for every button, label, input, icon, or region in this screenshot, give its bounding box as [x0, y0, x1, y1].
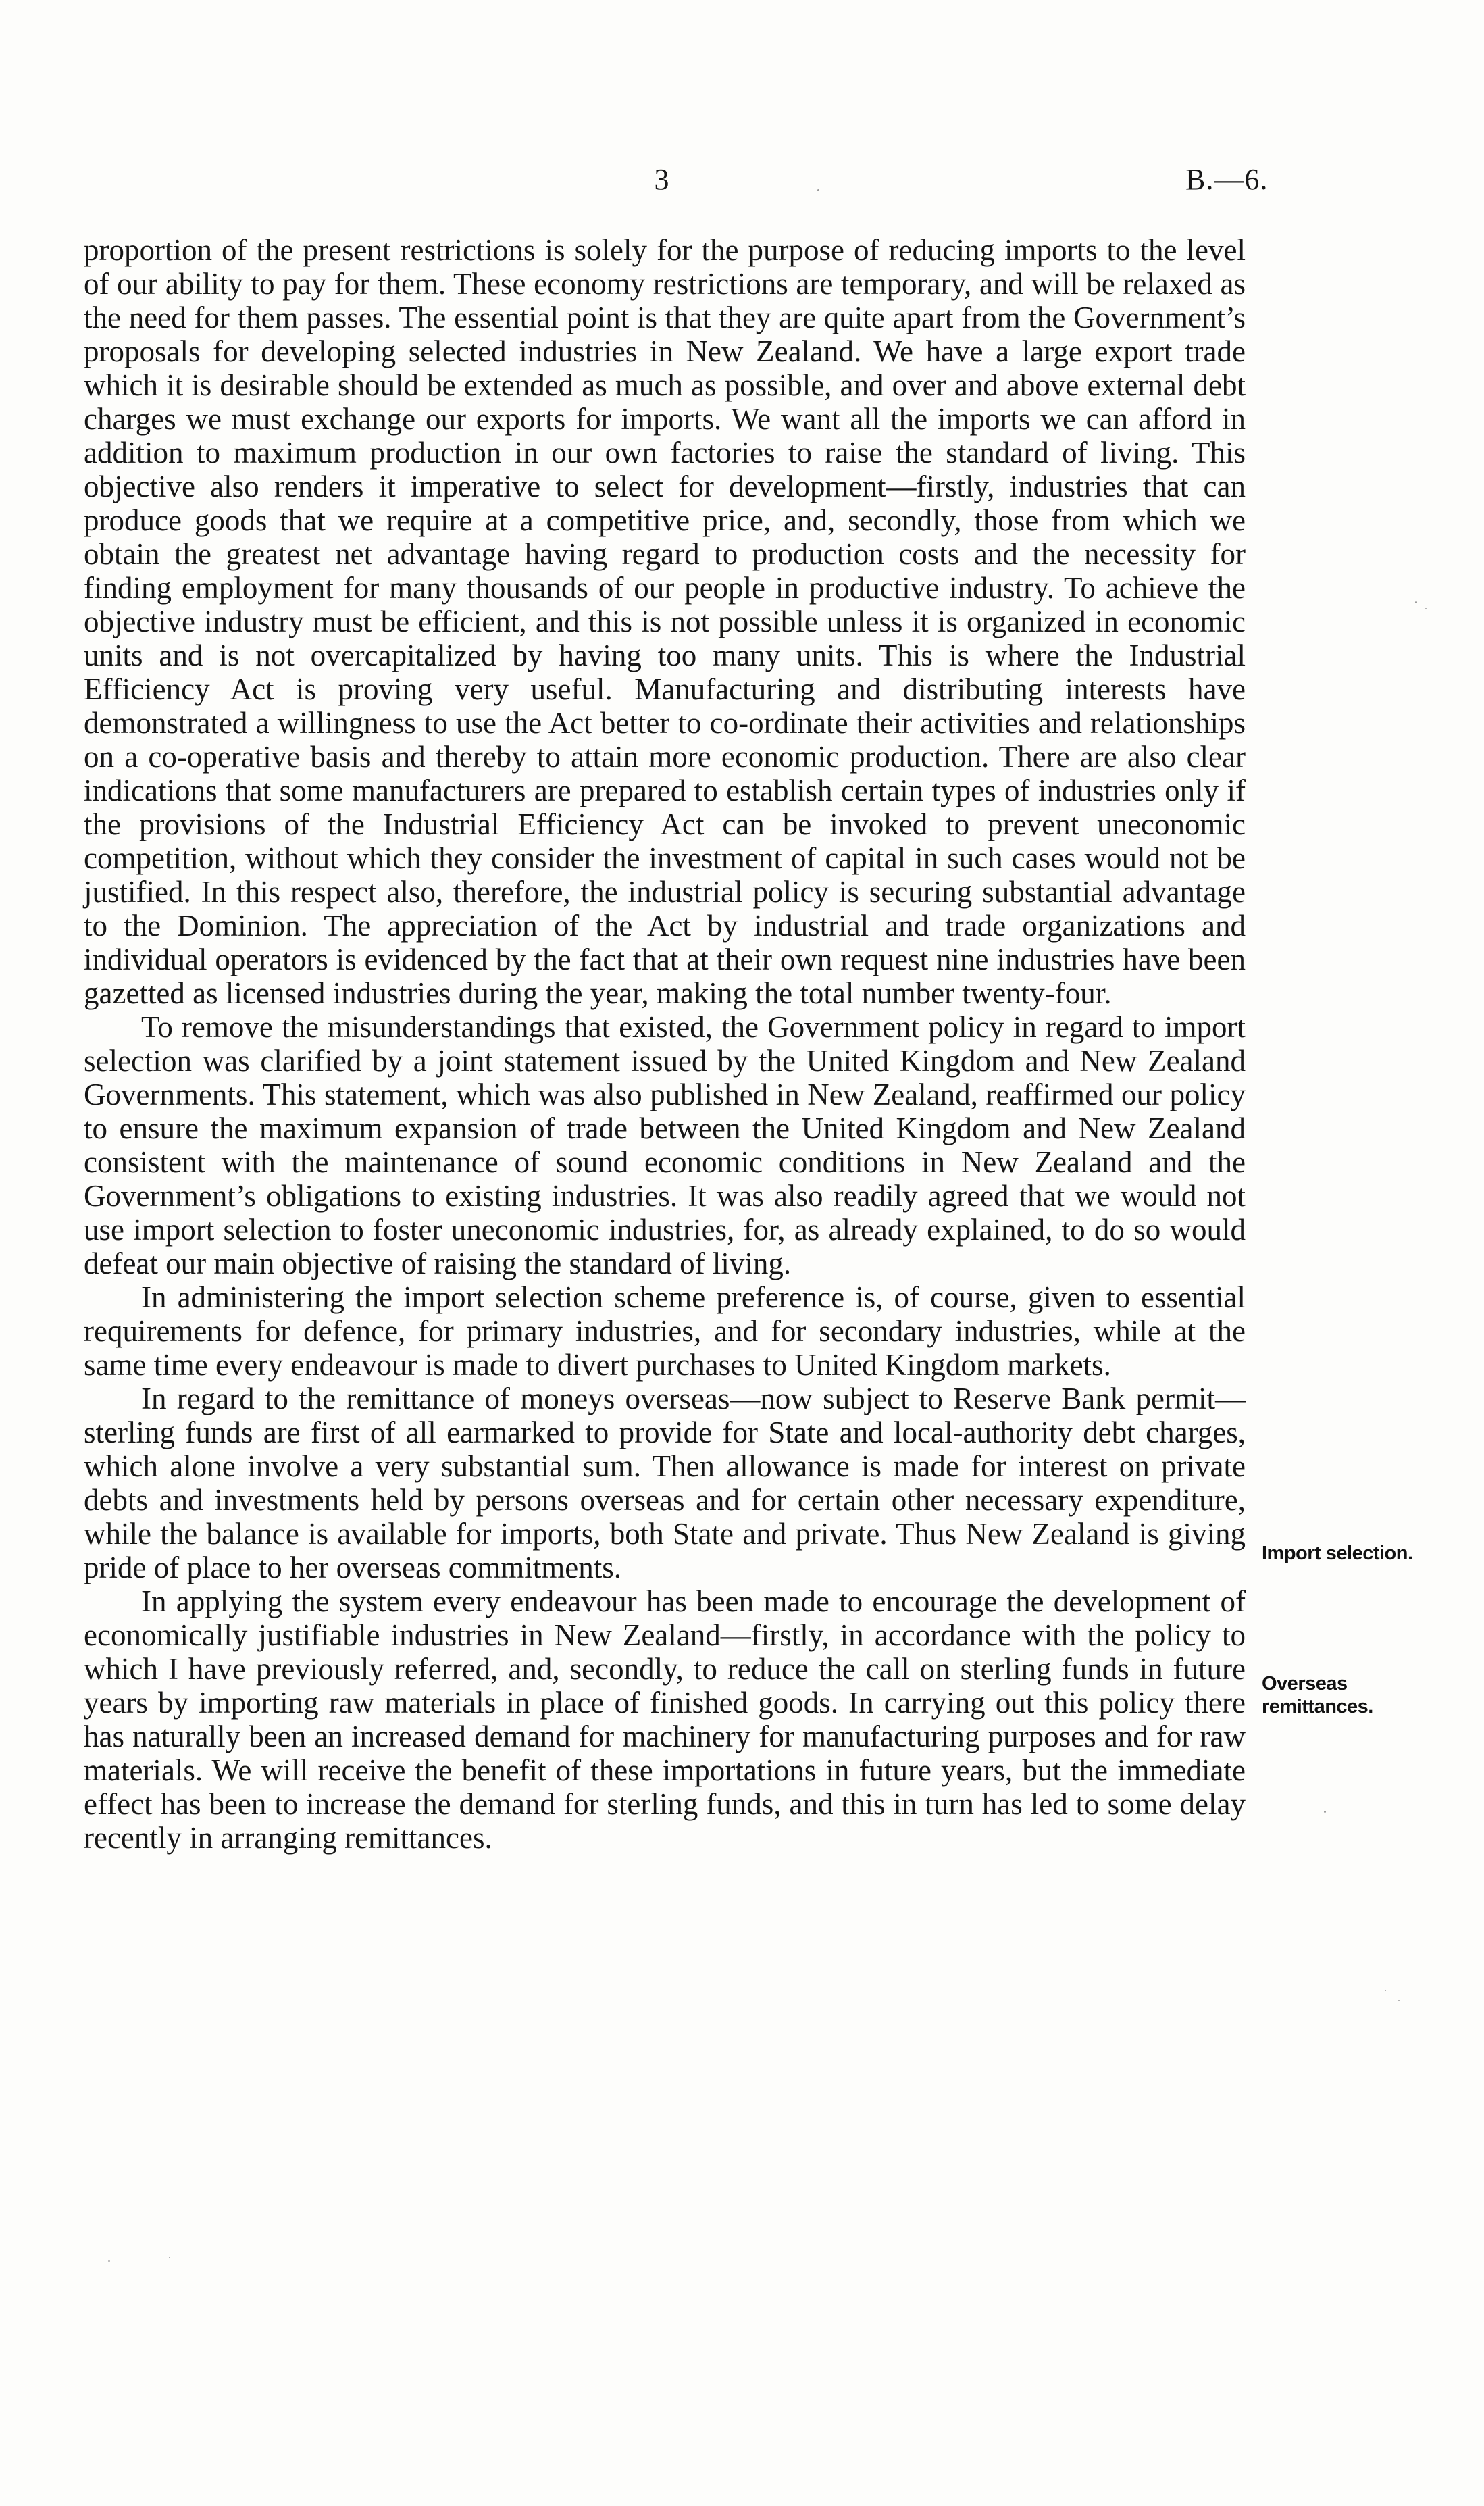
paragraph-import-selection-scheme: In administering the import selection scheme preference is, of course, given to essential requirements for defence, for primary industries, and for secondary industries, while at the same time every endeavour is made to divert purchases to United Kingdom markets. [84, 1280, 1246, 1382]
margin-note-overseas-line1: Overseas [1262, 1673, 1348, 1695]
margin-note-import-selection [1262, 1542, 1478, 1565]
scan-speck [108, 2260, 110, 2262]
scan-speck [817, 189, 819, 191]
scan-speck [1415, 601, 1417, 603]
margin-note-import-selection-text: Import selection. [1262, 1543, 1413, 1564]
paragraph-industrial-policy: proportion of the present restrictions is solely for the purpose of reducing imports to the level of our ability to pay for them. These economy restrictions are temporary, and will be relaxed as the need for them passes. The essential point is that they are quite apart from the Government’s proposals for developing selected industries in New Zealand. We have a large export trade which it is desirable should be extended as much as possible, and over and above external debt charges we must exchange our exports for imports. We want all the imports we can afford in addition to maximum production in our own factories to raise the standard of living. This objective also renders it imperative to select for development—firstly, industries that can produce goods that we require at a competitive price, and, secondly, those from which we obtain the greatest net advantage having regard to production costs and the necessity for finding employment for many thousands of our people in productive industry. To achieve the objective industry must be efficient, and this is not possible unless it is organized in economic units and is not overcapitalized by having too many units. This is where the Industrial Efficiency Act is proving very useful. Manufacturing and distributing interests have demonstrated a willingness to use the Act better to co-ordinate their activities and relationships on a co-operative basis and thereby to attain more economic production. There are also clear indications that some manufacturers are prepared to establish certain types of industries only if the provisions of the Industrial Efficiency Act can be invoked to prevent uneconomic competition, without which they consider the investment of capital in such cases would not be justified. In this respect also, therefore, the industrial policy is securing substantial advantage to the Dominion. The appreciation of the Act by industrial and trade organizations and individual operators is evidenced by the fact that at their own request nine industries have been gazetted as licensed industries during the year, making the total number twenty-four. [84, 233, 1246, 1010]
paragraph-overseas-remittances: In regard to the remittance of moneys overseas—now subject to Reserve Bank permit—sterling funds are first of all earmarked to provide for State and local-authority debt charges, which alone involve a very substantial sum. Then allowance is made for interest on private debts and investments held by persons overseas and for certain other necessary expenditure, while the balance is available for imports, both State and private. Thus New Zealand is giving pride of place to her overseas commitments. [84, 1382, 1246, 1584]
margin-note-overseas-remittances [1262, 1672, 1478, 1718]
scan-speck [1385, 1990, 1386, 1991]
scan-speck [1324, 1811, 1326, 1813]
scan-speck [1398, 2000, 1400, 2001]
margin-note-overseas-line2: remittances. [1262, 1696, 1373, 1718]
paragraph-applying-system: In applying the system every endeavour has been made to encourage the development of economically justifiable industries in New Zealand—firstly, in accordance with the policy to which I have previously referred, and, secondly, to reduce the call on sterling funds in future years by importing raw materials in place of finished goods. In carrying out this policy there has naturally been an increased demand for machinery for manufacturing purposes and for raw materials. We will receive the benefit of these importations in future years, but the immediate effect has been to increase the demand for sterling funds, and this in turn has led to some delay recently in arranging remittances. [84, 1584, 1246, 1855]
document-reference: B.—6. [1185, 163, 1269, 196]
scan-speck [1425, 608, 1427, 609]
body-text [84, 233, 1246, 1855]
scan-speck [169, 2257, 170, 2258]
paragraph-import-selection-policy: To remove the misunderstandings that existed, the Government policy in regard to import selection was clarified by a joint statement issued by the United Kingdom and New Zealand Governments. This statement, which was also published in New Zealand, reaffirmed our policy to ensure the maximum expansion of trade between the United Kingdom and New Zealand consistent with the maintenance of sound economic conditions in New Zealand and the Government’s obligations to existing industries. It was also readily agreed that we would not use import selection to foster uneconomic industries, for, as already explained, to do so would defeat our main objective of raising the standard of living. [84, 1010, 1246, 1280]
page-number: 3 [654, 163, 670, 196]
